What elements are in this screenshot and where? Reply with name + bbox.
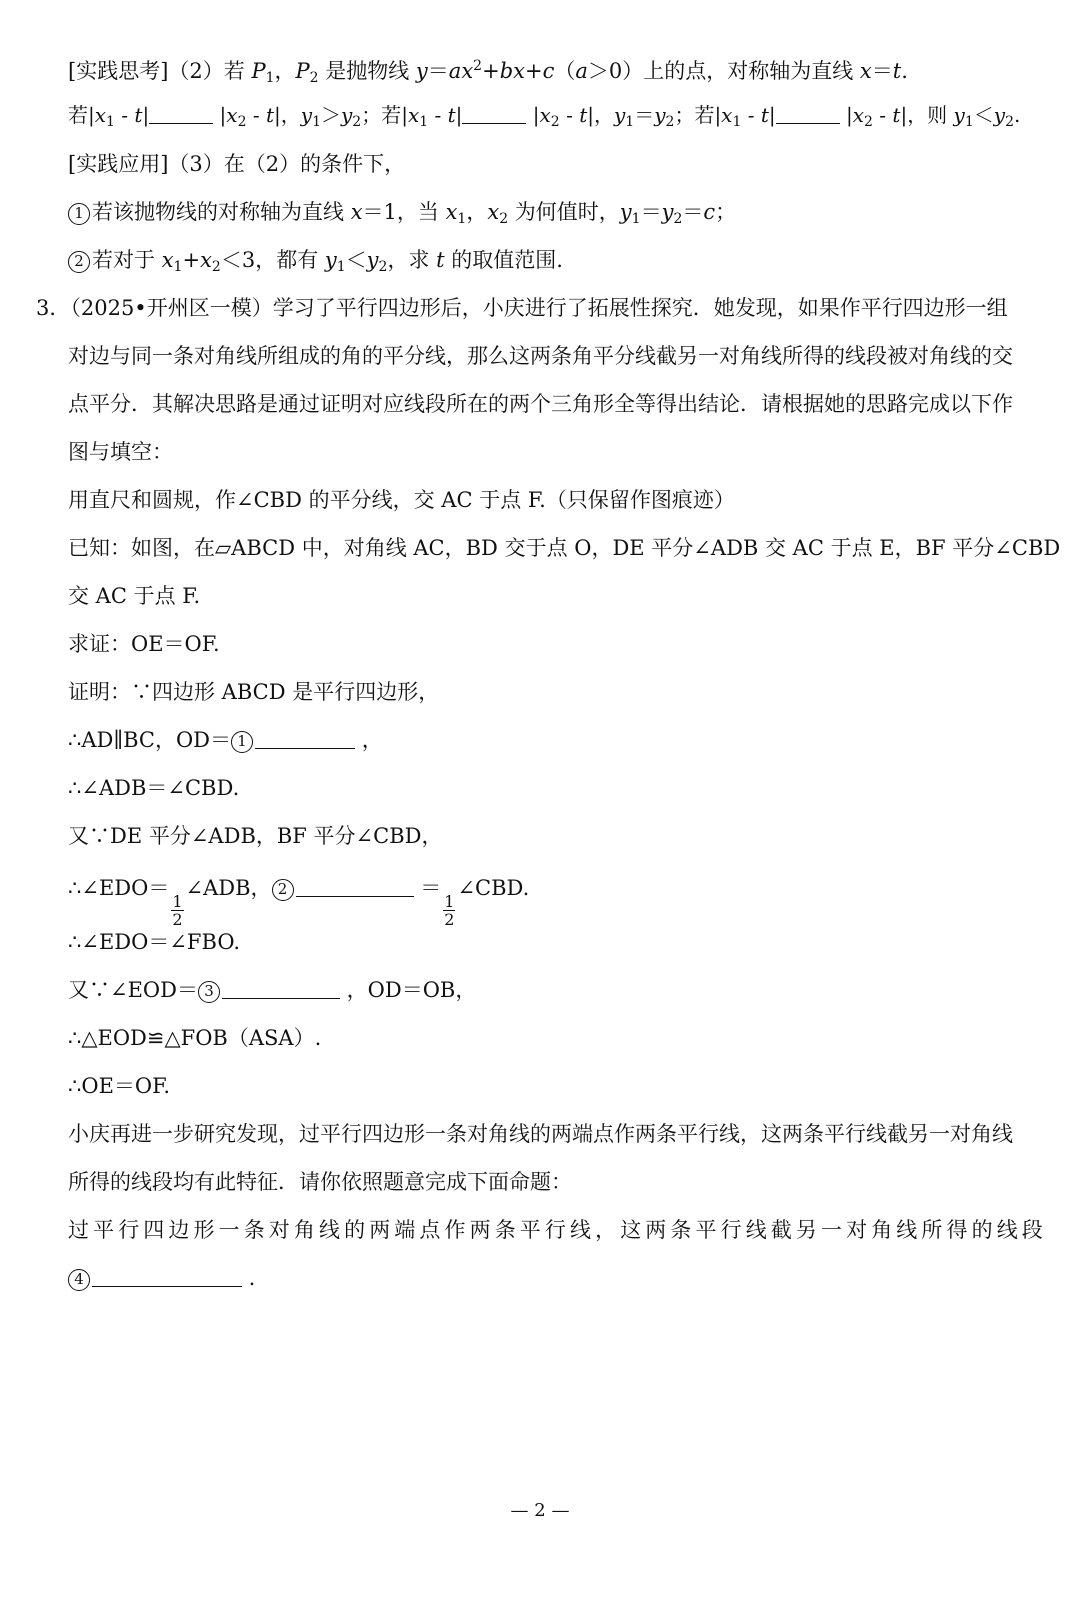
text: ， <box>274 59 296 83</box>
text: ，OD＝OB， <box>339 978 477 1002</box>
circled-number: 1 <box>68 203 90 225</box>
part3-question-2 <box>68 240 1040 280</box>
answer-blank-2[interactable] <box>296 878 414 897</box>
sub: 2 <box>673 211 683 227</box>
proof-step-1: 证明：∵四边形 ABCD 是平行四边形， <box>68 680 440 704</box>
to-prove: 求证：OE＝OF. <box>68 632 220 656</box>
var: ax <box>448 59 474 83</box>
page-number: — 2 — <box>510 1500 570 1521</box>
text: ＝ <box>682 200 704 224</box>
sub: 1 <box>312 114 321 130</box>
abs: - t| <box>741 103 776 127</box>
sub: 1 <box>631 211 641 227</box>
proposition-answer <box>68 1258 1040 1298</box>
sub: 1 <box>173 259 183 275</box>
proof-step-5 <box>68 868 1040 929</box>
text: ＞ <box>320 103 341 127</box>
var: y <box>366 248 379 272</box>
var: +bx+c <box>482 59 555 83</box>
sub: 2 <box>665 114 675 130</box>
text: 的取值范围. <box>444 248 563 272</box>
var: t <box>436 248 445 272</box>
sup: 2 <box>473 58 483 74</box>
sub: 1 <box>457 211 467 227</box>
var: t <box>892 59 902 83</box>
proof-step-2 <box>68 720 1040 760</box>
abs: |x <box>88 103 107 127</box>
var: y <box>324 248 337 272</box>
abs: - t| <box>872 103 908 127</box>
proof-step-7 <box>68 970 1040 1010</box>
text: ＝ <box>413 876 442 900</box>
text: 若 <box>694 103 715 127</box>
circled-number: 2 <box>272 879 294 901</box>
sub: 1 <box>106 114 115 130</box>
denominator: 2 <box>444 910 455 929</box>
problem3-line-4: 图与填空： <box>68 440 173 464</box>
given-line-2: 交 AC 于点 F. <box>68 584 201 608</box>
text: ∠CBD. <box>457 876 530 900</box>
sub: 2 <box>378 259 388 275</box>
var: a <box>575 59 588 83</box>
given-line-1: 已知：如图，在▱ABCD 中，对角线 AC，BD 交于点 O，DE 平分∠ADB 交 AC 于点 E，BF 平分∠CBD <box>68 536 1061 560</box>
circled-number: 3 <box>198 981 220 1003</box>
var: x <box>161 248 174 272</box>
var: x <box>487 200 500 224</box>
section-tag: [实践思考] <box>68 59 169 83</box>
text: . <box>901 59 908 83</box>
sub: 1 <box>732 114 742 130</box>
answer-blank-4[interactable] <box>92 1268 242 1287</box>
text: ； <box>674 103 695 127</box>
sub: 2 <box>352 114 362 130</box>
sub: 2 <box>211 259 221 275</box>
var: x <box>859 59 872 83</box>
var: y <box>300 103 313 127</box>
sub: 2 <box>550 114 560 130</box>
text: ＝ <box>427 59 449 83</box>
abs: |x <box>839 103 865 127</box>
abs: - t| <box>114 103 150 127</box>
comparison-line <box>68 95 1040 135</box>
var: y <box>654 103 666 127</box>
answer-blank[interactable] <box>776 105 840 124</box>
text: ， <box>593 103 614 127</box>
sub: 1 <box>336 259 346 275</box>
text: ＞0）上的点，对称轴为直线 <box>587 59 860 83</box>
proposition-line: 过平行四边形一条对角线的两端点作两条平行线，这两条平行线截另一对角线所得的线段 <box>68 1218 1047 1242</box>
part3-question-1 <box>68 192 1040 232</box>
sub: 1 <box>964 114 974 130</box>
text: ， <box>280 103 301 127</box>
text: ∠ADB， <box>185 876 272 900</box>
problem3-line-2: 对边与同一条对角线所组成的角的平分线，那么这两条角平分线截另一对角线所得的线段被对角线的交 <box>68 344 1013 368</box>
var: x <box>445 200 458 224</box>
var: c <box>703 200 716 224</box>
text: + <box>182 248 201 272</box>
text: 是抛物线 <box>318 59 416 83</box>
abs: |x <box>401 103 420 127</box>
text: （2）若 <box>168 59 252 83</box>
sub: 2 <box>1005 114 1015 130</box>
text: 若对于 <box>92 248 162 272</box>
text: ； <box>361 103 382 127</box>
var: x <box>200 248 212 272</box>
answer-blank-1[interactable] <box>255 730 355 749</box>
problem3-line-1: 3．（2025•开州区一模）学习了平行四边形后，小庆进行了拓展性探究．她发现，如果作平行四边形一组 <box>36 296 1008 320</box>
extension-line-2: 所得的线段均有此特征．请你依照题意完成下面命题： <box>68 1170 572 1194</box>
sub: 1 <box>419 114 429 130</box>
answer-blank[interactable] <box>149 105 213 124</box>
circled-number: 1 <box>231 731 253 753</box>
answer-blank[interactable] <box>462 105 526 124</box>
text: ＝1，当 <box>362 200 446 224</box>
text: ＜3，都有 <box>220 248 325 272</box>
numerator: 1 <box>444 892 455 911</box>
var: y <box>993 103 1006 127</box>
text: ， <box>355 728 383 752</box>
construction-instruction: 用直尺和圆规，作∠CBD 的平分线，交 AC 于点 F.（只保留作图痕迹） <box>68 488 735 512</box>
text: 若该抛物线的对称轴为直线 <box>92 200 351 224</box>
text: 又∵∠EOD＝ <box>68 978 198 1002</box>
text: ＜ <box>345 248 367 272</box>
var: y <box>661 200 674 224</box>
proof-step-3: ∴∠ADB＝∠CBD. <box>68 776 240 800</box>
text: ，求 <box>387 248 437 272</box>
text: ∴∠EDO＝ <box>68 876 170 900</box>
part3-heading <box>68 144 1040 184</box>
var: y <box>953 103 965 127</box>
numerator: 1 <box>172 892 183 911</box>
var: P <box>251 59 266 83</box>
text: （ <box>554 59 576 83</box>
text: 若 <box>68 103 88 127</box>
text: 为何值时， <box>508 200 620 224</box>
var: x <box>350 200 363 224</box>
proof-step-6: ∴∠EDO＝∠FBO. <box>68 930 240 954</box>
abs: - t| <box>246 103 281 127</box>
text: ，则 <box>907 103 954 127</box>
text: ＝ <box>634 103 655 127</box>
part2-question-line <box>68 46 1040 86</box>
var: y <box>613 103 626 127</box>
sub: 2 <box>499 211 509 227</box>
abs: |x <box>526 103 551 127</box>
var: P <box>295 59 310 83</box>
answer-blank-3[interactable] <box>222 980 340 999</box>
extension-line-1: 小庆再进一步研究发现，过平行四边形一条对角线的两端点作两条平行线，这两条平行线截另一对角线 <box>68 1122 1013 1146</box>
var: y <box>415 59 428 83</box>
proof-step-9: ∴OE＝OF. <box>68 1074 171 1098</box>
text: . <box>1014 103 1021 127</box>
var: y <box>619 200 632 224</box>
sub: 1 <box>625 114 635 130</box>
text: ， <box>466 200 488 224</box>
abs: - t| <box>559 103 594 127</box>
text: 若 <box>381 103 402 127</box>
denominator: 2 <box>172 910 183 929</box>
sub: 1 <box>265 70 275 86</box>
text: ＝ <box>871 59 893 83</box>
sub: 2 <box>864 114 873 130</box>
text: ∴AD∥BC，OD＝ <box>68 728 232 752</box>
var: y <box>340 103 353 127</box>
circled-number: 4 <box>68 1269 90 1291</box>
abs: |x <box>714 103 733 127</box>
text: ； <box>715 200 737 224</box>
abs: |x <box>213 103 238 127</box>
proof-step-8: ∴△EOD≌△FOB（ASA）. <box>68 1026 322 1050</box>
text: . <box>242 1266 256 1290</box>
sub: 2 <box>309 70 319 86</box>
sub: 2 <box>237 114 247 130</box>
section-tag: [实践应用] <box>68 152 169 176</box>
circled-number: 2 <box>68 251 90 273</box>
text: ＜ <box>973 103 994 127</box>
proof-step-4: 又∵DE 平分∠ADB，BF 平分∠CBD， <box>68 824 443 848</box>
problem3-line-3: 点平分．其解决思路是通过证明对应线段所在的两个三角形全等得出结论．请根据她的思路完成以下作 <box>68 392 1013 416</box>
text: （3）在（2）的条件下， <box>168 152 406 176</box>
abs: - t| <box>428 103 463 127</box>
text: ＝ <box>640 200 662 224</box>
